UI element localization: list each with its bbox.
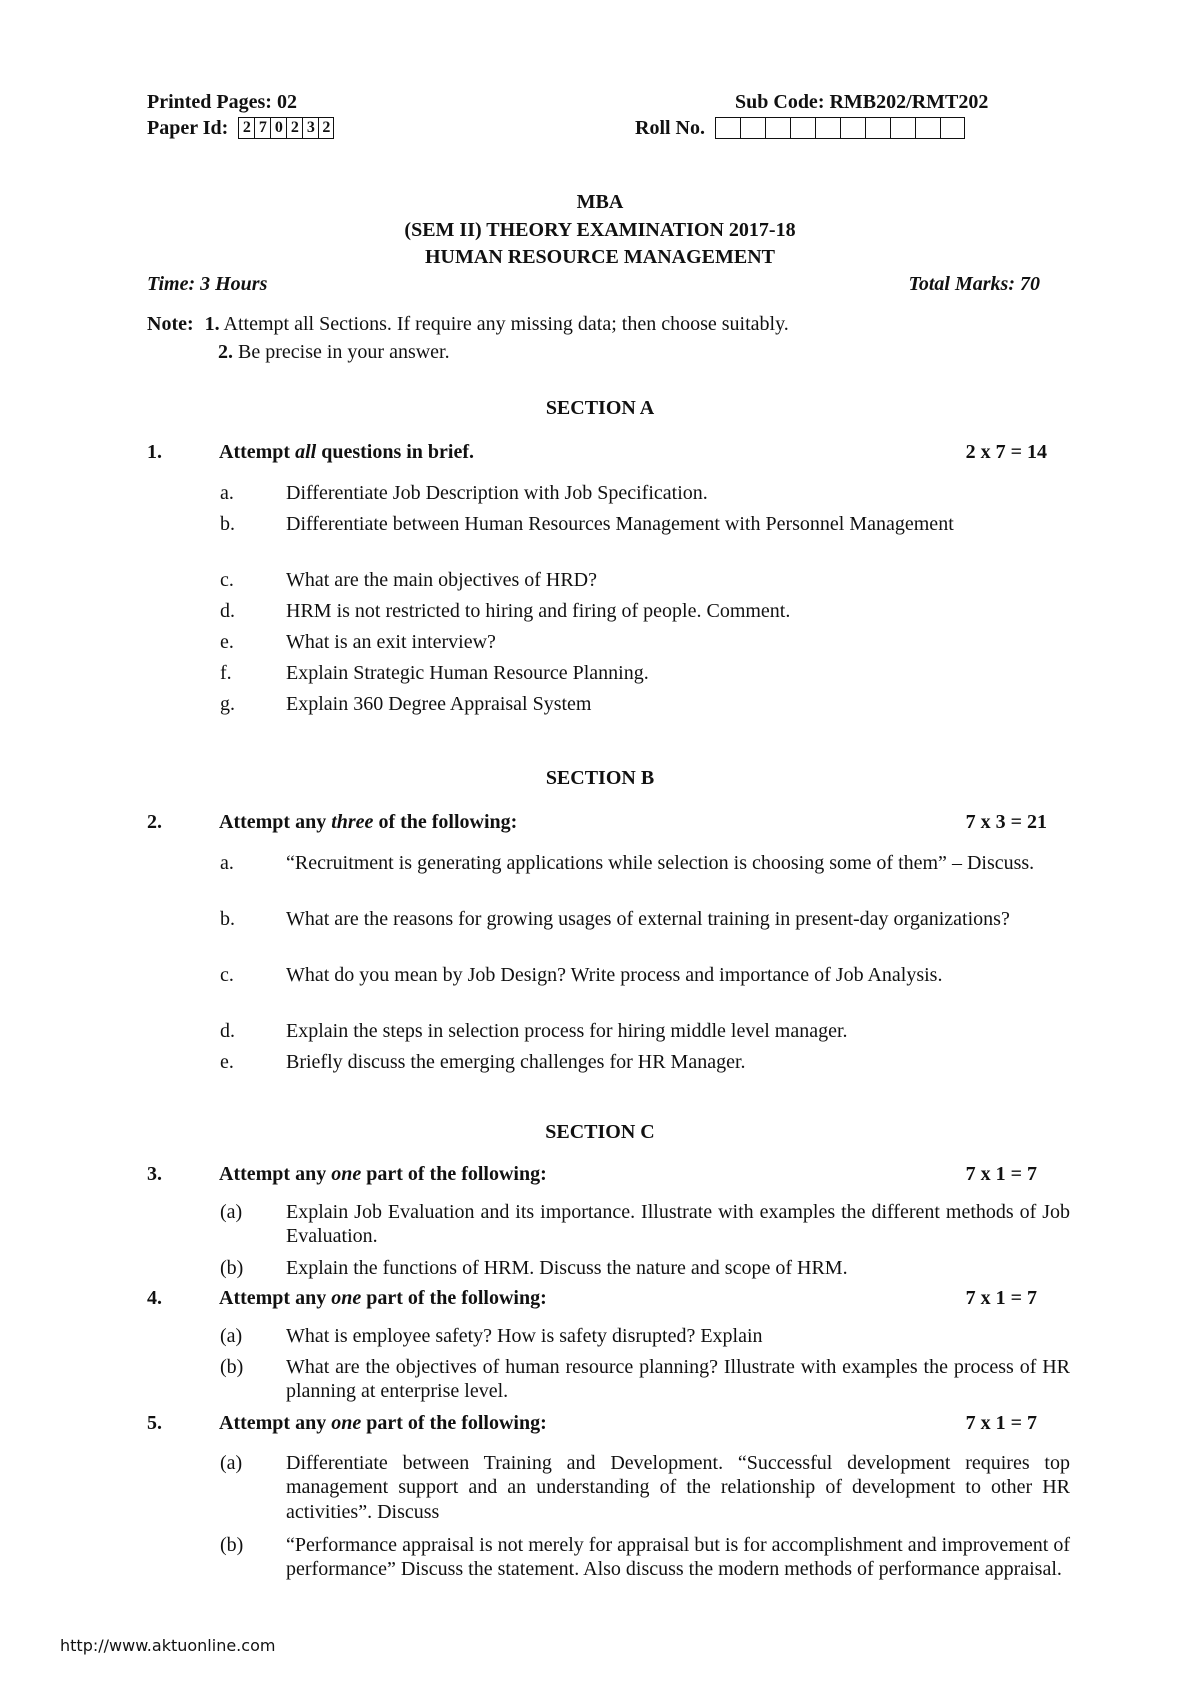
section-a-title: SECTION A: [545, 397, 655, 419]
paper-id-label: Paper Id:: [147, 117, 229, 139]
note-1-number: 1.: [204, 313, 220, 335]
paper-id-digit: 7: [254, 117, 270, 139]
subject-title: HUMAN RESOURCE MANAGEMENT: [425, 246, 775, 268]
question-5-heading: [147, 1411, 1037, 1437]
paper-id-digit: 0: [270, 117, 286, 139]
question-instruction: Attempt any three of the following:: [219, 811, 518, 833]
question-1-heading: [147, 440, 1047, 466]
roll-no-box[interactable]: [940, 117, 965, 139]
note-2-text: Be precise in your answer.: [238, 341, 450, 363]
roll-no-box[interactable]: [790, 117, 815, 139]
question-2-heading: [147, 810, 1047, 836]
roll-no-box[interactable]: [765, 117, 790, 139]
question-3-heading: [147, 1162, 1037, 1188]
question-marks: 7 x 1 = 7: [965, 1287, 1037, 1309]
question-marks: 7 x 1 = 7: [965, 1412, 1037, 1434]
roll-no-box[interactable]: [915, 117, 940, 139]
note-line-2: [218, 340, 450, 364]
question-instruction: Attempt any one part of the following:: [219, 1412, 547, 1434]
roll-no-boxes: [715, 117, 965, 139]
note-label: Note:: [147, 313, 194, 335]
paper-id-digit: 2: [238, 117, 254, 139]
sub-code: Sub Code: RMB202/RMT202: [735, 91, 989, 113]
exam-title: (SEM II) THEORY EXAMINATION 2017-18: [404, 219, 796, 241]
question-marks: 2 x 7 = 14: [965, 441, 1047, 463]
exam-paper-page: Printed Pages: 02 Sub Code: RMB202/RMT202 Paper Id: 2 7 0 2 3 2 Roll No. MBA (SEM II) THEORY EXAMINATION 2017-18 HUMAN RESOURCE MANAGEMENT Time: 3 Hours Total Marks: 70 Note: 1. Attempt all Sections. If require any missing data; then choose suitably. 2. Be precise in your answer. SECTION A 1. Attempt all questions in brief. 2 x 7 = 14 a. Differentiate Job Description with Job Specification. b. Differentiate between Human Resources Management with Personnel Management c. What are the main objectives of HRD? d. HRM is not restricted to hiring and firing of people. Comment. e. What is an exit interview? f. Explain Strategic Human Resource Planning. g. Explain 360 Degree Appraisal System SECTION B 2. Attempt any three of the following: 7 x 3 = 21 a. “Recruitment is generating applications while selection is choosing some of them” – Discuss. b. What are the reasons for growing usages of external training in present-day organizations? c. What do you mean by Job Design? Write process and importance of Job Analysis. d. Explain the steps in selection process for hiring middle level manager. e. Briefly discuss the emerging challenges for HR Manager. SECTION C 3. Attempt any one part of the following: 7 x 1 = 7 (a) Explain Job Evaluation and its importance. Illustrate with examples the different methods of Job Evaluation. (b) Explain the functions of HRM. Discuss the nature and scope of HRM. 4. Attempt any one part of the following: 7 x 1 = 7 (a) What is employee safety? How is safety disrupted? Explain (b) What are the objectives of human resource planning? Illustrate with examples the process of HR planning at enterprise level. 5. Attempt any one part of the following: 7 x 1 = 7 (a) Differentiate between Training and Development. “Successful development requires top management support and an understanding of the relationship of development to other HR activities”. Discuss (b) “Performance appraisal is not merely for appraisal but is for accomplishment and improvement of performance” Discuss the statement. Also discuss the modern methods of performance appraisal. http://www.aktuonline.com: [0, 0, 1200, 1696]
roll-no-label: Roll No.: [635, 117, 705, 139]
section-b-title: SECTION B: [545, 767, 655, 789]
roll-no-box[interactable]: [840, 117, 865, 139]
roll-no-row: [635, 116, 965, 140]
question-number: 4.: [147, 1287, 162, 1309]
roll-no-box[interactable]: [890, 117, 915, 139]
total-marks: Total Marks: 70: [908, 273, 1040, 295]
question-number: 1.: [147, 441, 162, 463]
question-number: 3.: [147, 1163, 162, 1185]
paper-id-digit: 2: [318, 117, 334, 139]
paper-id-digit: 2: [286, 117, 302, 139]
section-c-title: SECTION C: [545, 1121, 655, 1143]
note-2-number: 2.: [218, 341, 233, 363]
course-title: MBA: [576, 191, 624, 213]
question-4-heading: [147, 1286, 1037, 1312]
roll-no-box[interactable]: [865, 117, 890, 139]
paper-id-digit: 3: [302, 117, 318, 139]
question-instruction: Attempt all questions in brief.: [219, 441, 475, 463]
website-link[interactable]: http://www.aktuonline.com: [60, 1636, 276, 1655]
paper-id-boxes: [238, 117, 334, 139]
note-line-1: [147, 312, 789, 336]
question-marks: 7 x 3 = 21: [965, 811, 1047, 833]
roll-no-box[interactable]: [715, 117, 740, 139]
roll-no-box[interactable]: [740, 117, 765, 139]
printed-pages: Printed Pages: 02: [147, 91, 297, 113]
time-allowed: Time: 3 Hours: [147, 273, 268, 295]
roll-no-box[interactable]: [815, 117, 840, 139]
paper-id-row: [147, 116, 334, 140]
question-number: 5.: [147, 1412, 162, 1434]
question-instruction: Attempt any one part of the following:: [219, 1287, 547, 1309]
question-instruction: Attempt any one part of the following:: [219, 1163, 547, 1185]
question-number: 2.: [147, 811, 162, 833]
question-marks: 7 x 1 = 7: [965, 1163, 1037, 1185]
note-1-text: Attempt all Sections. If require any missing data; then choose suitably.: [223, 313, 789, 335]
